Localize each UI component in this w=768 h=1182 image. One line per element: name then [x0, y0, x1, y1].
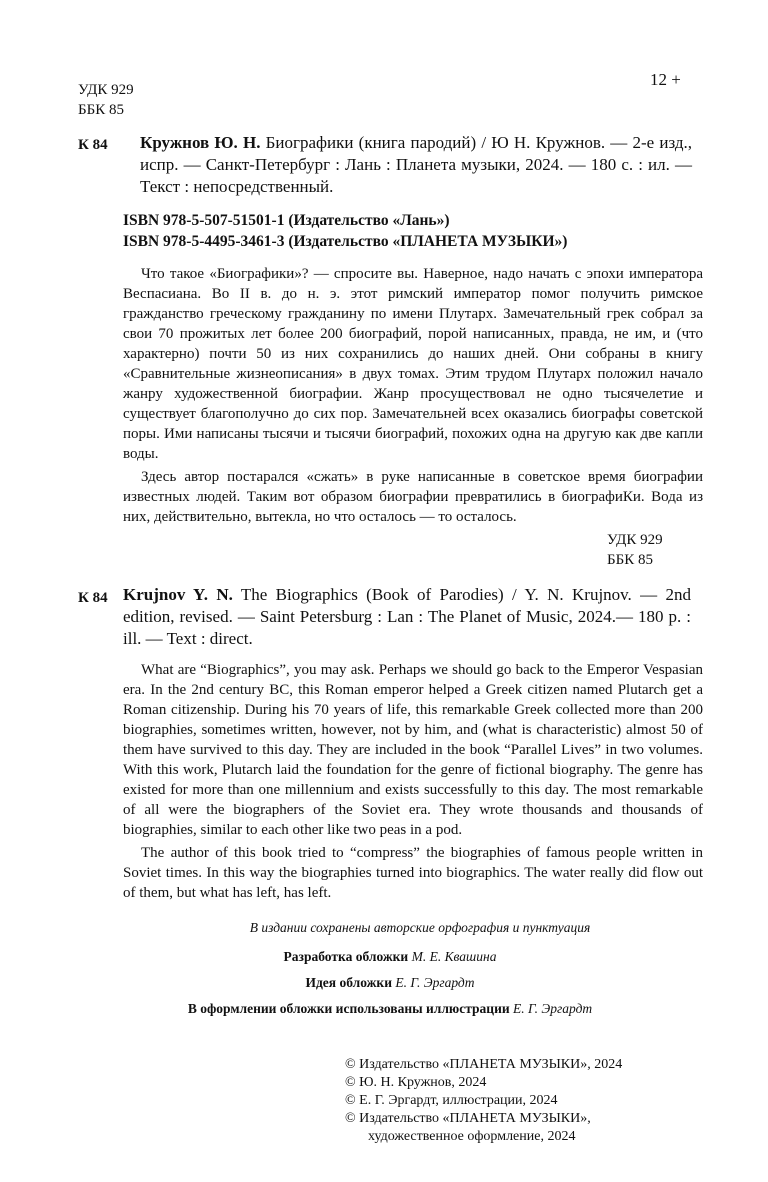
ru-abstract-p2: Здесь автор постарался «сжать» в руке написанные в советское время биографии известных людей. Таким вот образом биографии превратились в биографиКи. Вода из них, действительно, вытекла, но что осталось — то осталось.: [123, 469, 703, 525]
copyright-design-cont: художественное оформление, 2024: [368, 1129, 576, 1144]
isbn-lan: ISBN 978-5-507-51501-1 (Издательство «Лань»): [123, 212, 450, 229]
ru-entry-author: Кружнов Ю. Н.: [140, 133, 261, 152]
copyright-block: [345, 1056, 622, 1146]
en-abstract: [123, 660, 703, 903]
copyright-author: © Ю. Н. Кружнов, 2024: [345, 1075, 487, 1090]
isbn-block: [123, 210, 567, 252]
illustrations-label: В оформлении обложки использованы иллюстрации: [187, 1001, 510, 1016]
ru-entry-text: Биографики (книга пародий) / Ю Н. Кружнов. — 2-е изд., испр. — Санкт-Петербург : Лань : Планета музыки, 2024. — 180 с. : ил. — Текст : непосредственный.: [140, 133, 693, 196]
age-rating: 12 +: [650, 70, 681, 89]
isbn-planeta: ISBN 978-5-4495-3461-3 (Издательство «ПЛАНЕТА МУЗЫКИ»): [123, 233, 568, 250]
ru-entry: [140, 132, 692, 198]
en-entry-author: Krujnov Y. N.: [123, 585, 233, 604]
en-abstract-p1: What are “Biographics”, you may ask. Perhaps we should go back to the Emperor Vespasian era. In the 2nd century BC, this Roman emperor helped a Greek citizen named Plutarch get a Roman citizenship. During his 70 years of life, this remarkable Greek collected more than 200 biographies, sometimes written, however, not by him, and (what is characteristic) almost 50 of them have survived to this day. They are included in the book “Parallel Lives” in two volumes. With this work, Plutarch laid the foundation for the genre of fictional biography. The genre has existed for more than one millennium and exists successfully to this day. The most remarkable of all were the biographers of the Soviet era. They wrote thousands and thousands of biographies, similar to each other like two peas in a pod.: [123, 662, 703, 838]
ru-entry-index: К 84: [78, 137, 108, 153]
cover-dev-label: Разработка обложки: [283, 949, 409, 964]
cover-idea-label: Идея обложки: [305, 975, 392, 990]
cover-idea-name: Е. Г. Эргардт: [395, 975, 475, 990]
orthography-note: В издании сохранены авторские орфография и пунктуация: [249, 920, 591, 935]
ru-abstract-p1: Что такое «Биографики»? — спросите вы. Наверное, надо начать с эпохи императора Веспасиана. Во II в. до н. э. этот римский император помог получить римское гражданство греческому гражданину по имени Плутарх. Замечательный грек собрал за свои 70 прожитых лет более 200 биографий, порой написанных, правда, не им, и (что характерно) почти 50 из них сохранились до наших дней. Они собраны в книгу «Сравнительные жизнеописания» в двух томах. Этим трудом Плутарх положил начало жанру художественной биографии. Жанр просуществовал не одно тысячелетие и существует благополучно до сих пор. Замечательней всех оказались биографы советской поры. Ими написаны тысячи и тысячи биографий, похожих одна на другую как две капли воды.: [123, 266, 703, 462]
en-abstract-p2: The author of this book tried to “compress” the biographies of famous people written in Soviet times. In this way the biographies turned into biographics. The water really did flow out of them, but what has left, has left.: [123, 845, 703, 901]
bbk-top: ББК 85: [78, 102, 124, 118]
en-entry: [123, 584, 691, 650]
en-entry-text: The Biographics (Book of Parodies) / Y. N. Krujnov. — 2nd edition, revised. — Saint Petersburg : Lan : The Planet of Music, 2024.— 180 p. : ill. — Text : direct.: [123, 585, 691, 648]
bbk-mid: ББК 85: [607, 552, 653, 568]
en-entry-index: К 84: [78, 590, 108, 606]
udk-mid: УДК 929: [607, 532, 663, 548]
cover-dev-name: М. Е. Квашина: [411, 949, 497, 964]
udk-top: УДК 929: [78, 82, 134, 98]
ru-abstract: [123, 264, 703, 527]
cover-illustrations: [100, 1000, 680, 1018]
copyright-design: © Издательство «ПЛАНЕТА МУЗЫКИ»,: [345, 1111, 591, 1126]
copyright-publisher: © Издательство «ПЛАНЕТА МУЗЫКИ», 2024: [345, 1057, 623, 1072]
copyright-illustrator: © Е. Г. Эргардт, иллюстрации, 2024: [345, 1093, 558, 1108]
cover-development: [120, 948, 660, 966]
cover-idea: [120, 974, 660, 992]
illustrations-name: Е. Г. Эргардт: [513, 1001, 593, 1016]
